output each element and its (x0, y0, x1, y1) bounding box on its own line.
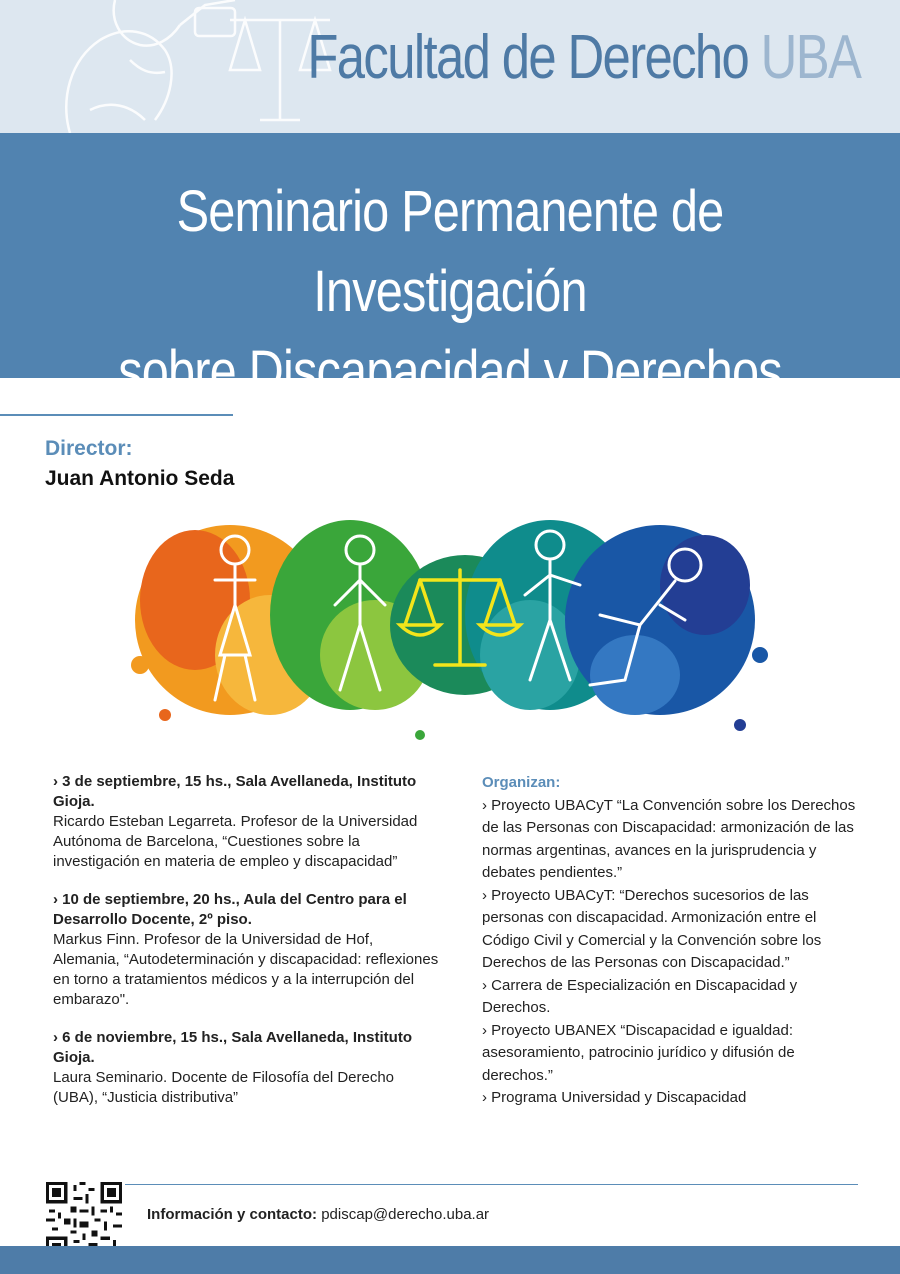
seminar-title-line2: sobre Discapacidad y Derechos (118, 339, 782, 404)
contact-label: Información y contacto: (147, 1206, 318, 1223)
organizers-list (482, 772, 862, 1110)
faculty-name (307, 22, 860, 93)
event-description: Laura Seminario. Docente de Filosofía del Derecho (UBA), “Justicia distributiva” (53, 1069, 395, 1106)
organizer-item: › Proyecto UBANEX “Discapacidad e igualdad: asesoramiento, patrocinio jurídico y difusión de derechos.” (482, 1021, 795, 1084)
organizer-item: › Carrera de Especialización en Discapacidad y Derechos. (482, 976, 798, 1016)
footer-band (0, 1246, 900, 1274)
event-heading: › 3 de septiembre, 15 hs., Sala Avellaneda, Instituto Gioja. (53, 773, 417, 810)
event-item (53, 772, 443, 872)
contact-email[interactable]: pdiscap@derecho.uba.ar (321, 1206, 490, 1223)
footer-divider (125, 1184, 858, 1185)
organizers-label: Organizan: (482, 774, 561, 791)
organizer-item: › Programa Universidad y Discapacidad (482, 1089, 747, 1106)
event-description: Ricardo Esteban Legarreta. Profesor de la Universidad Autónoma de Barcelona, “Cuestiones sobre la investigación en materia de empleo y discapacidad” (53, 813, 418, 870)
seminar-title-line1: Seminario Permanente de Investigación (176, 179, 724, 324)
director-name: Juan Antonio Seda (45, 467, 235, 490)
divider (0, 414, 233, 416)
director-label: Director: (45, 437, 133, 460)
event-heading: › 10 de septiembre, 20 hs., Aula del Centro para el Desarrollo Docente, 2º piso. (53, 891, 407, 928)
paint-splash-illustration (120, 505, 770, 750)
events-list (53, 772, 443, 1126)
seminar-title (72, 172, 828, 412)
organizer-item: › Proyecto UBACyT “La Convención sobre los Derechos de las Personas con Discapacidad: armonización de las normas argentinas, avances en la jurisprudencia y debates pendientes.” (482, 796, 856, 881)
organizer-item: › Proyecto UBACyT: “Derechos sucesorios de las personas con discapacidad. Armonización entre el Código Civil y Comercial y la Convención sobre los Derechos de las Personas con Discapacidad.” (482, 886, 822, 971)
event-description: Markus Finn. Profesor de la Universidad de Hof, Alemania, “Autodeterminación y discapacidad: reflexiones en torno a tratamientos médicos y a la interrupción del embarazo". (53, 931, 439, 1008)
faculty-name-uba: UBA (760, 23, 860, 92)
contact-info (147, 1206, 489, 1223)
event-item (53, 1028, 443, 1108)
event-item (53, 890, 443, 1010)
event-heading: › 6 de noviembre, 15 hs., Sala Avellaneda, Instituto Gioja. (53, 1029, 412, 1066)
faculty-name-main: Facultad de Derecho (307, 23, 748, 92)
header-band (0, 0, 900, 133)
